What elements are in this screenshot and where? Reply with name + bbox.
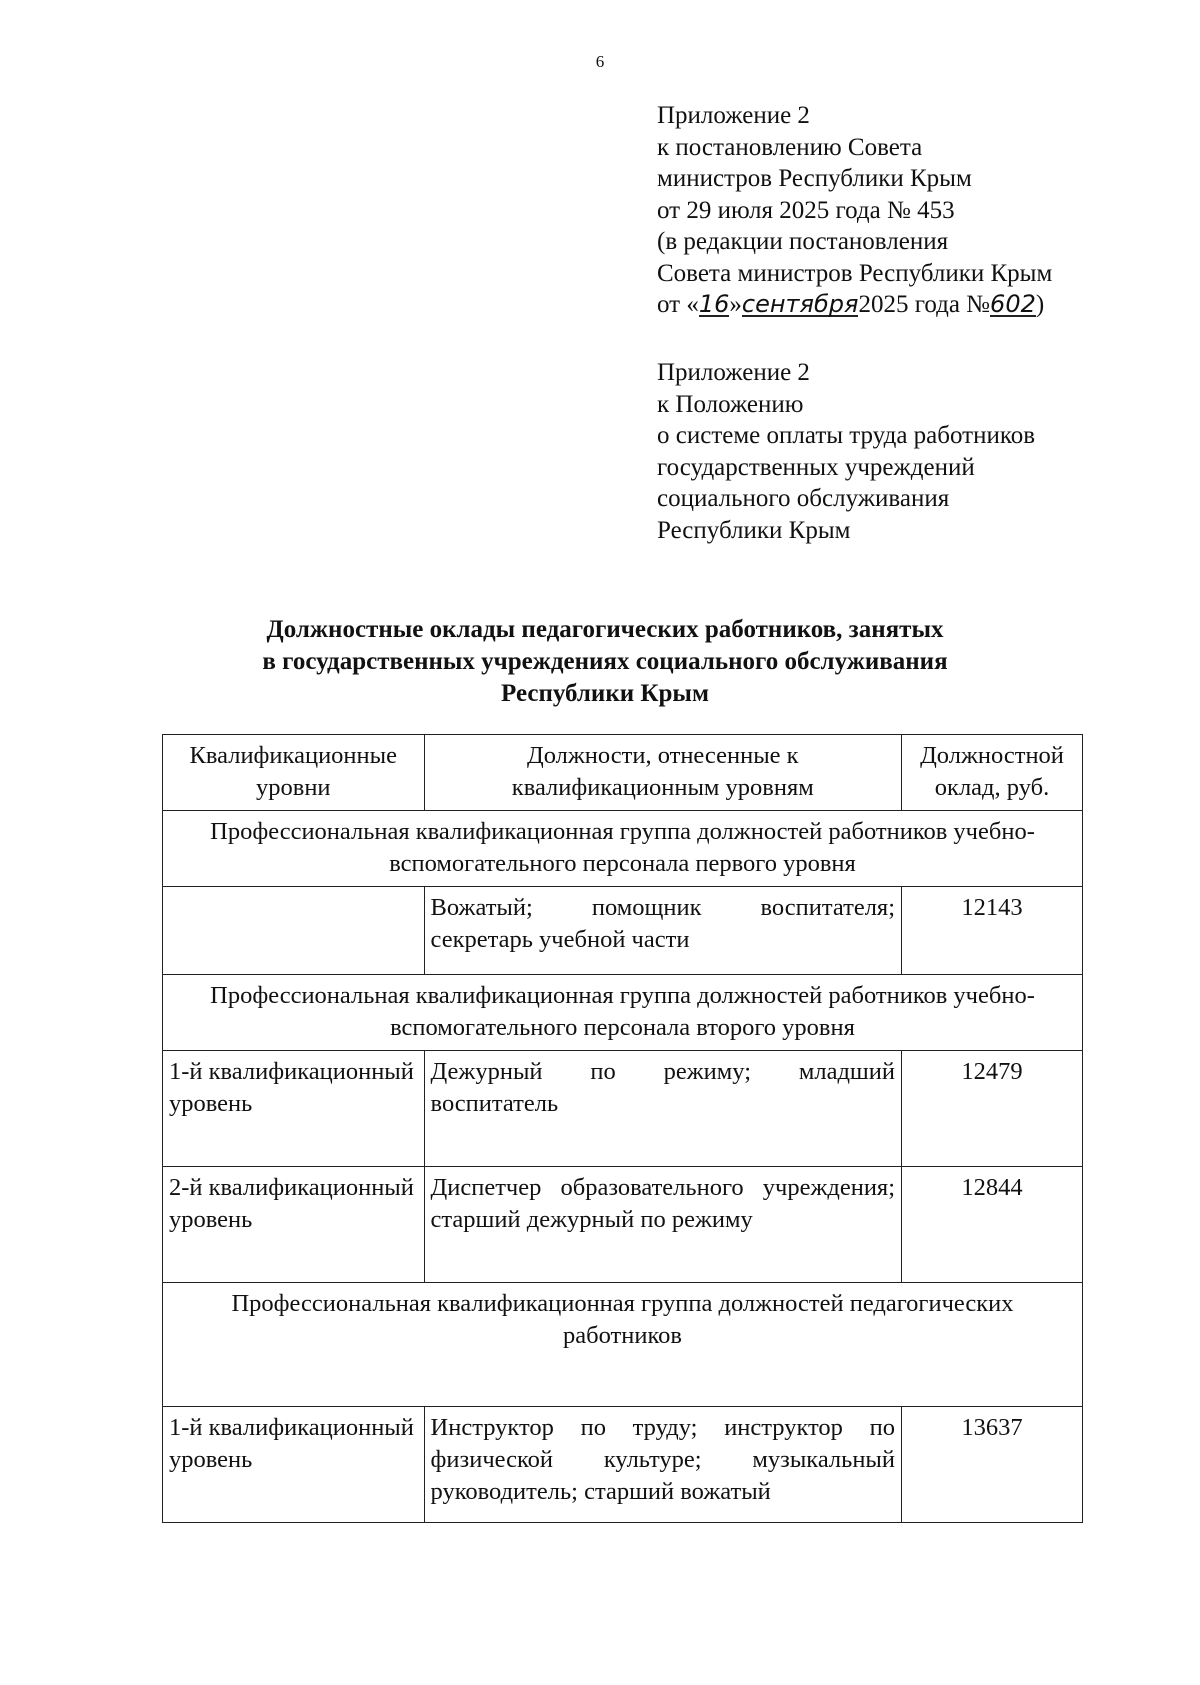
salary-cell: 12143 bbox=[902, 887, 1083, 975]
qualification-level-cell: 1-й квалификационный уровень bbox=[163, 1051, 425, 1167]
appendix-line: социального обслуживания bbox=[657, 485, 950, 512]
date-year: 2025 года № bbox=[858, 291, 991, 318]
handwritten-number: 602 bbox=[990, 290, 1036, 318]
header-qualification-levels: Квалификационные уровни bbox=[163, 735, 425, 811]
appendix-line: министров Республики Крым bbox=[657, 165, 972, 192]
date-suffix: ) bbox=[1035, 291, 1045, 318]
appendix-regulation-block bbox=[657, 357, 1035, 546]
appendix-line: к постановлению Совета bbox=[657, 133, 923, 161]
group-row bbox=[163, 1283, 1083, 1407]
group-row bbox=[163, 975, 1083, 1051]
positions-cell: Дежурный по режиму; младший воспитатель bbox=[424, 1051, 901, 1167]
handwritten-month: сентября bbox=[741, 290, 859, 318]
table-row bbox=[163, 1407, 1083, 1523]
table-row bbox=[163, 887, 1083, 975]
title-line: в государственных учреждениях социального обслуживания bbox=[262, 648, 948, 675]
qualification-level-cell: 1-й квалификационный уровень bbox=[163, 1407, 425, 1523]
appendix-line: (в редакции постановления bbox=[657, 228, 949, 255]
appendix-line: от 29 июля 2025 года № 453 bbox=[657, 196, 955, 224]
document-title bbox=[160, 614, 1050, 710]
title-line: Республики Крым bbox=[501, 680, 709, 707]
group-row bbox=[163, 811, 1083, 887]
appendix-resolution-block bbox=[657, 100, 1052, 321]
group-title-3: Профессиональная квалификационная группа должностей педагогических работников bbox=[163, 1283, 1083, 1407]
qualification-level-cell bbox=[163, 887, 425, 975]
handwritten-day: 16 bbox=[698, 290, 730, 318]
salary-cell: 12479 bbox=[902, 1051, 1083, 1167]
group-title-1: Профессиональная квалификационная группа должностей работников учебно-вспомогательного персонала первого уровня bbox=[163, 811, 1083, 887]
table-header-row bbox=[163, 735, 1083, 811]
date-prefix: от « bbox=[657, 291, 699, 318]
appendix-line: Республики Крым bbox=[657, 516, 851, 544]
table-row bbox=[163, 1051, 1083, 1167]
salary-cell: 12844 bbox=[902, 1167, 1083, 1283]
appendix-line: Приложение 2 bbox=[657, 102, 810, 129]
positions-cell: Инструктор по труду; инструктор по физической культуре; музыкальный руководитель; старший вожатый bbox=[424, 1407, 901, 1523]
title-line: Должностные оклады педагогических работников, занятых bbox=[266, 616, 944, 643]
page-number: 6 bbox=[595, 52, 605, 71]
table-row bbox=[163, 1167, 1083, 1283]
positions-cell: Вожатый; помощник воспитателя; секретарь учебной части bbox=[424, 887, 901, 975]
positions-cell: Диспетчер образовательного учреждения; старший дежурный по режиму bbox=[424, 1167, 901, 1283]
appendix-line: государственных учреждений bbox=[657, 453, 975, 481]
salary-cell: 13637 bbox=[902, 1407, 1083, 1523]
appendix-line: к Положению bbox=[657, 390, 804, 418]
appendix-date-line bbox=[657, 289, 1052, 321]
salary-table bbox=[162, 734, 1083, 1523]
header-positions: Должности, отнесенные к квалификационным уровням bbox=[424, 735, 901, 811]
date-mid: » bbox=[729, 291, 742, 318]
appendix-line: Приложение 2 bbox=[657, 359, 810, 386]
group-title-2: Профессиональная квалификационная группа должностей работников учебно-вспомогательного персонала второго уровня bbox=[163, 975, 1083, 1051]
qualification-level-cell: 2-й квалификационный уровень bbox=[163, 1167, 425, 1283]
header-salary: Должностной оклад, руб. bbox=[902, 735, 1083, 811]
appendix-line: о системе оплаты труда работников bbox=[657, 422, 1036, 449]
appendix-line: Совета министров Республики Крым bbox=[657, 259, 1053, 287]
